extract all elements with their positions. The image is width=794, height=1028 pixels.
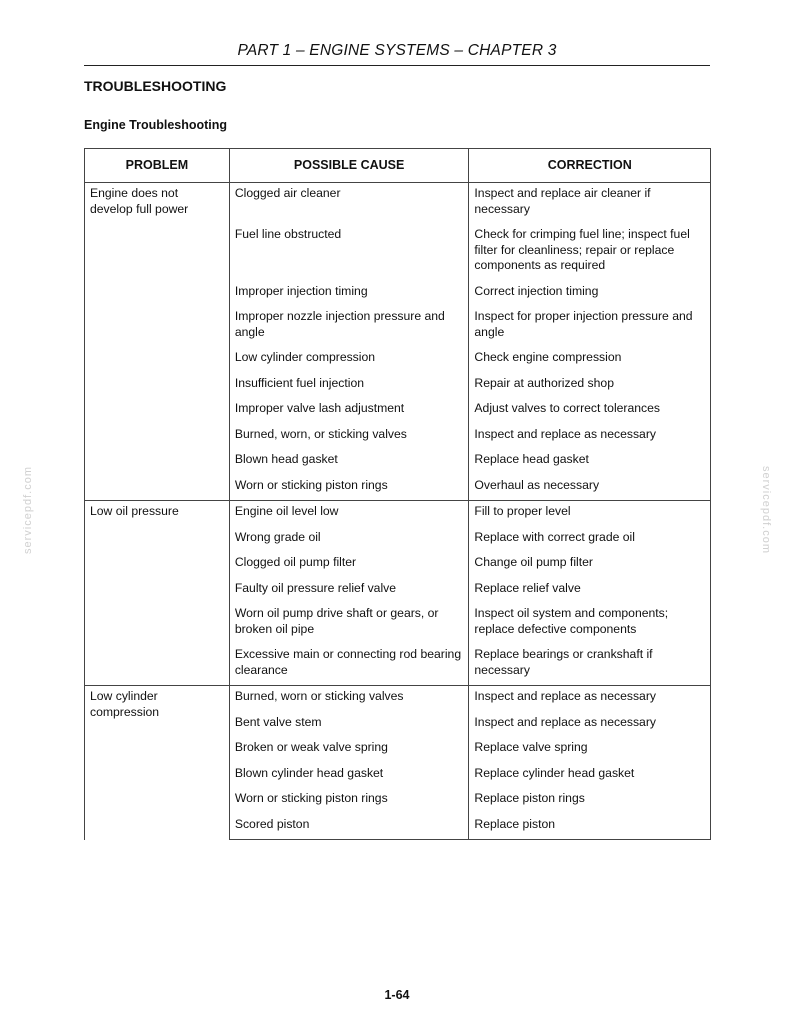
table-row: [85, 686, 711, 712]
correction-cell: Replace relief valve: [469, 578, 711, 604]
header-rule: [84, 65, 710, 66]
correction-cell: Repair at authorized shop: [469, 373, 711, 399]
correction-cell: Replace piston: [469, 814, 711, 840]
possible-cause-cell: Burned, worn, or sticking valves: [229, 424, 469, 450]
page-header-title: PART 1 – ENGINE SYSTEMS – CHAPTER 3: [237, 42, 557, 59]
possible-cause-cell: Blown head gasket: [229, 449, 469, 475]
correction-cell: Fill to proper level: [469, 501, 711, 527]
problem-cell: Low cylinder compression: [85, 686, 230, 840]
correction-cell: Replace head gasket: [469, 449, 711, 475]
correction-cell: Inspect oil system and components; replace defective components: [469, 603, 711, 644]
problem-cell: Low oil pressure: [85, 501, 230, 686]
possible-cause-cell: Clogged air cleaner: [229, 183, 469, 225]
correction-cell: Change oil pump filter: [469, 552, 711, 578]
page-number: 1-64: [384, 988, 410, 1002]
correction-cell: Replace piston rings: [469, 788, 711, 814]
subsection-title: Engine Troubleshooting: [84, 118, 228, 132]
correction-cell: Overhaul as necessary: [469, 475, 711, 501]
correction-cell: Inspect and replace as necessary: [469, 712, 711, 738]
watermark-left: servicepdf.com: [22, 466, 34, 554]
column-header-correction: CORRECTION: [469, 149, 711, 183]
correction-cell: Inspect and replace as necessary: [469, 686, 711, 712]
correction-cell: Replace bearings or crankshaft if necessary: [469, 644, 711, 686]
possible-cause-cell: Improper nozzle injection pressure and angle: [229, 306, 469, 347]
possible-cause-cell: Worn or sticking piston rings: [229, 788, 469, 814]
problem-cell: Engine does not develop full power: [85, 183, 230, 501]
possible-cause-cell: Excessive main or connecting rod bearing clearance: [229, 644, 469, 686]
correction-cell: Correct injection timing: [469, 281, 711, 307]
possible-cause-cell: Insufficient fuel injection: [229, 373, 469, 399]
possible-cause-cell: Worn oil pump drive shaft or gears, or broken oil pipe: [229, 603, 469, 644]
possible-cause-cell: Fuel line obstructed: [229, 224, 469, 281]
possible-cause-cell: Improper valve lash adjustment: [229, 398, 469, 424]
possible-cause-cell: Improper injection timing: [229, 281, 469, 307]
correction-cell: Replace valve spring: [469, 737, 711, 763]
possible-cause-cell: Worn or sticking piston rings: [229, 475, 469, 501]
possible-cause-cell: Engine oil level low: [229, 501, 469, 527]
column-header-problem: PROBLEM: [85, 149, 230, 183]
correction-cell: Inspect and replace air cleaner if necessary: [469, 183, 711, 225]
possible-cause-cell: Faulty oil pressure relief valve: [229, 578, 469, 604]
possible-cause-cell: Burned, worn or sticking valves: [229, 686, 469, 712]
possible-cause-cell: Clogged oil pump filter: [229, 552, 469, 578]
troubleshooting-table: [84, 148, 711, 840]
correction-cell: Replace cylinder head gasket: [469, 763, 711, 789]
possible-cause-cell: Wrong grade oil: [229, 527, 469, 553]
correction-cell: Check for crimping fuel line; inspect fuel filter for cleanliness; repair or replace components as required: [469, 224, 711, 281]
possible-cause-cell: Broken or weak valve spring: [229, 737, 469, 763]
watermark-right: servicepdf.com: [760, 466, 772, 554]
correction-cell: Adjust valves to correct tolerances: [469, 398, 711, 424]
section-title: TROUBLESHOOTING: [84, 78, 227, 94]
correction-cell: Inspect and replace as necessary: [469, 424, 711, 450]
table-row: [85, 183, 711, 225]
possible-cause-cell: Scored piston: [229, 814, 469, 840]
possible-cause-cell: Bent valve stem: [229, 712, 469, 738]
possible-cause-cell: Blown cylinder head gasket: [229, 763, 469, 789]
table-header-row: [85, 149, 711, 183]
correction-cell: Replace with correct grade oil: [469, 527, 711, 553]
table-row: [85, 501, 711, 527]
correction-cell: Inspect for proper injection pressure and angle: [469, 306, 711, 347]
correction-cell: Check engine compression: [469, 347, 711, 373]
column-header-possible-cause: POSSIBLE CAUSE: [229, 149, 469, 183]
table-body: [85, 183, 711, 840]
possible-cause-cell: Low cylinder compression: [229, 347, 469, 373]
